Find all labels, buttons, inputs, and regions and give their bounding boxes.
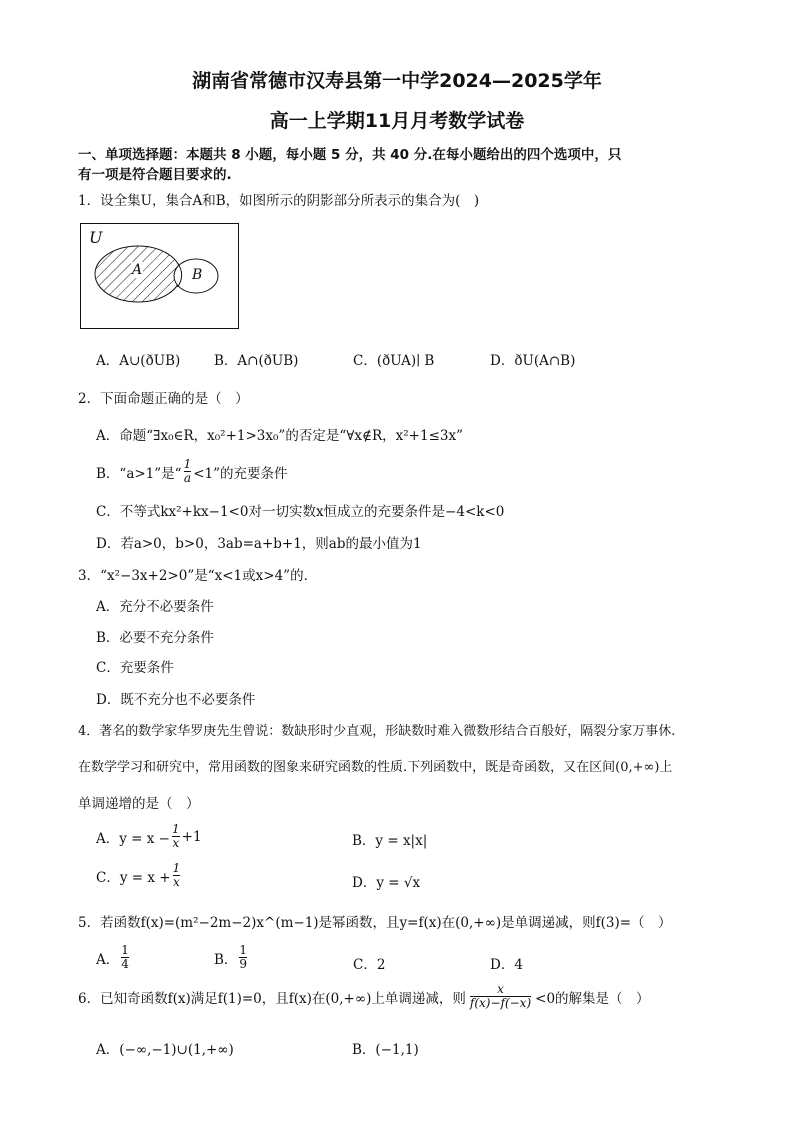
q4-option-a[interactable] bbox=[96, 823, 202, 850]
venn-label-u: U bbox=[89, 228, 103, 247]
q1-stem: 1．设全集U，集合A和B，如图所示的阴影部分所表示的集合为( ) bbox=[78, 193, 480, 209]
q4-c-frac-num: 1 bbox=[172, 861, 181, 875]
q2-option-c[interactable]: C．不等式kx²+kx−1<0对一切实数x恒成立的充要条件是−4<k<0 bbox=[96, 504, 505, 520]
q2-frac-num: 1 bbox=[183, 457, 192, 471]
q5-stem: 5．若函数f(x)=(m²−2m−2)x^(m−1)是幂函数，且y=f(x)在(0,+∞)是单调递减，则f(3)=（ ） bbox=[78, 915, 672, 931]
q2-option-b[interactable] bbox=[96, 458, 288, 485]
q4-option-a-pre: A．y = x − bbox=[96, 830, 170, 847]
q2-option-b-fraction bbox=[184, 458, 192, 485]
q3-option-d[interactable]: D．既不充分也不必要条件 bbox=[96, 692, 256, 708]
venn-label-a: A bbox=[132, 262, 143, 278]
q4-stem-line2: 在数学学习和研究中，常用函数的图象来研究函数的性质.下列函数中，既是奇函数，又在区间(0,+∞)上 bbox=[78, 760, 673, 775]
q1-option-a[interactable]: A．A∪(ðUB) bbox=[96, 353, 181, 369]
q5-a-frac-den: 4 bbox=[121, 957, 129, 971]
q6-frac-den: f(x)−f(−x) bbox=[469, 996, 532, 1010]
q6-option-a[interactable]: A．(−∞,−1)∪(1,+∞) bbox=[96, 1042, 234, 1058]
q6-stem-pre: 6．已知奇函数f(x)满足f(1)=0，且f(x)在(0,+∞)上单调递减，则 bbox=[78, 990, 466, 1007]
q2-option-a[interactable]: A．命题“∃x₀∈R，x₀²+1>3x₀”的否定是“∀x∉R，x²+1≤3x” bbox=[96, 428, 463, 444]
q3-stem: 3．“x²−3x+2>0”是“x<1或x>4”的． bbox=[78, 568, 318, 584]
exam-title-line1: 湖南省常德市汉寿县第一中学2024—2025学年 bbox=[192, 70, 602, 92]
q4-a-frac-den: x bbox=[172, 836, 180, 850]
q5-option-a[interactable] bbox=[96, 944, 131, 971]
q4-option-c-fraction bbox=[173, 862, 181, 889]
q4-option-c-pre: C．y = x + bbox=[96, 869, 171, 886]
q5-option-b-pre: B． bbox=[214, 951, 238, 968]
q6-frac-num: x bbox=[497, 982, 504, 996]
q4-a-frac-num: 1 bbox=[172, 822, 180, 836]
q3-option-c[interactable]: C．充要条件 bbox=[96, 660, 174, 676]
q2-frac-den: a bbox=[183, 471, 191, 485]
q4-c-frac-den: x bbox=[173, 875, 180, 889]
q2-option-b-pre: B．“a>1”是“ bbox=[96, 465, 182, 482]
venn-label-b: B bbox=[192, 267, 203, 283]
q1-option-b[interactable]: B．A∩(ðUB) bbox=[214, 353, 299, 369]
q6-stem-fraction bbox=[470, 983, 531, 1010]
q5-option-b[interactable] bbox=[214, 944, 249, 971]
q4-option-b[interactable]: B．y = x|x| bbox=[352, 833, 428, 849]
q1-option-c[interactable]: C．(ðUA)∣ B bbox=[353, 353, 435, 369]
q2-option-d[interactable]: D．若a>0，b>0，3ab=a+b+1，则ab的最小值为1 bbox=[96, 536, 422, 552]
q4-stem-line3: 单调递增的是（ ） bbox=[78, 796, 200, 812]
section-heading-line2: 有一项是符合题目要求的. bbox=[78, 167, 232, 183]
q5-option-d[interactable]: D．4 bbox=[490, 957, 523, 973]
q1-option-d[interactable]: D．ðU(A∩B) bbox=[490, 353, 576, 369]
q5-option-a-pre: A． bbox=[96, 951, 120, 968]
exam-title-line2: 高一上学期11月月考数学试卷 bbox=[269, 110, 525, 132]
venn-diagram bbox=[80, 223, 239, 329]
venn-svg bbox=[81, 224, 238, 328]
q5-option-b-fraction bbox=[239, 944, 247, 971]
q6-stem bbox=[78, 983, 650, 1010]
q4-option-a-post: +1 bbox=[181, 828, 202, 845]
q6-option-b[interactable]: B．(−1,1) bbox=[352, 1042, 419, 1058]
q3-option-b[interactable]: B．必要不充分条件 bbox=[96, 630, 214, 646]
q5-b-frac-num: 1 bbox=[239, 943, 248, 957]
q3-option-a[interactable]: A．充分不必要条件 bbox=[96, 599, 214, 615]
q2-option-b-post: <1”的充要条件 bbox=[193, 465, 288, 482]
q5-a-frac-num: 1 bbox=[121, 943, 129, 957]
q2-stem: 2．下面命题正确的是（ ） bbox=[78, 391, 249, 407]
q5-b-frac-den: 9 bbox=[239, 957, 248, 971]
q5-option-a-fraction bbox=[121, 944, 129, 971]
q4-option-c[interactable] bbox=[96, 862, 182, 889]
q6-stem-post: <0的解集是（ ） bbox=[535, 990, 650, 1007]
q4-stem-line1: 4．著名的数学家华罗庚先生曾说：数缺形时少直观，形缺数时难入微数形结合百般好，隔裂分家万事休. bbox=[78, 724, 676, 739]
q5-option-c[interactable]: C．2 bbox=[353, 957, 386, 973]
section-heading-line1: 一、单项选择题：本题共 8 小题，每小题 5 分，共 40 分.在每小题给出的四个选项中，只 bbox=[78, 147, 622, 163]
q4-option-d[interactable]: D．y = √x bbox=[352, 875, 421, 891]
q4-option-a-fraction bbox=[172, 823, 180, 850]
